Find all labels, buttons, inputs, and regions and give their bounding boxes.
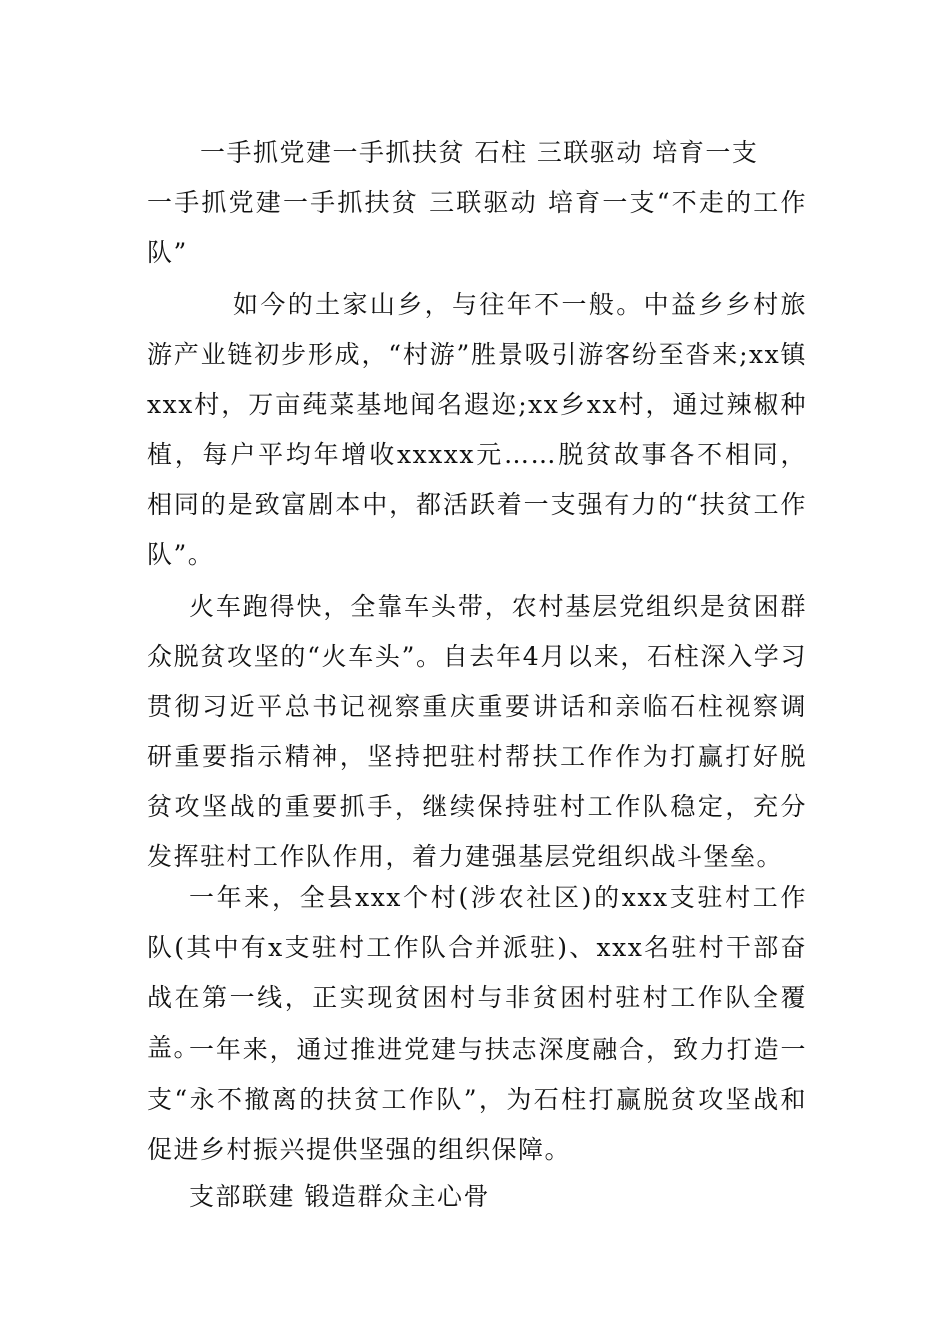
document-title-line-2: 一手抓党建一手抓扶贫 三联驱动 培育一支“不走的工作队” [147,188,807,267]
section-heading: 支部联建 锻造群众主心骨 [189,1182,490,1211]
paragraph-year-coverage: 一年来，全县xxx个村(涉农社区)的xxx支驻村工作队(其中有x支驻村工作队合并派驻)、xxx名驻村干部奋战在第一线，正实现贫困村与非贫困村驻村工作队全覆盖。 [147,883,807,1062]
paragraph-intro: 如今的土家山乡，与往年不一般。中益乡乡村旅游产业链初步形成，“村游”胜景吸引游客纷至沓来;xx镇xxx村，万亩莼菜基地闻名遐迩;xx乡xx村，通过辣椒种植，每户平均年增收xxxxx元……脱贫故事各不相同，相同的是致富剧本中，都活跃着一支强有力的“扶贫工作队”。 [147,290,807,569]
document-title-line-1: 一手抓党建一手抓扶贫 石柱 三联驱动 培育一支 [200,138,759,167]
paragraph-train: 火车跑得快，全靠车头带，农村基层党组织是贫困群众脱贫攻坚的“火车头”。自去年4月以来，石柱深入学习贯彻习近平总书记视察重庆重要讲话和亲临石柱视察调研重要指示精神，坚持把驻村帮扶工作作为打赢打好脱贫攻坚战的重要抓手，继续保持驻村工作队稳定，充分发挥驻村工作队作用，着力建强基层党组织战斗堡垒。 [147,592,807,871]
paragraph-year-integration: 一年来，通过推进党建与扶志深度融合，致力打造一支“永不撤离的扶贫工作队”，为石柱打赢脱贫攻坚战和促进乡村振兴提供坚强的组织保障。 [147,1035,807,1164]
